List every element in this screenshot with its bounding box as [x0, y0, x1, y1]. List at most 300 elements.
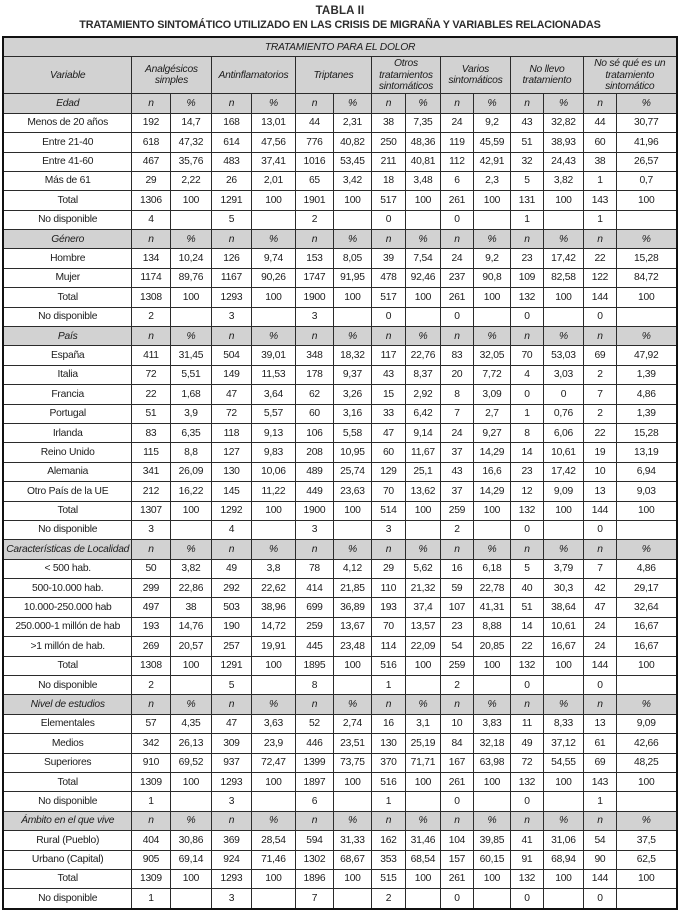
col-subheader-n: n [510, 327, 543, 346]
cell-n: 145 [211, 482, 251, 501]
col-subheader-pct: % [405, 230, 440, 249]
cell-pct [333, 520, 371, 539]
cell-n: 167 [440, 753, 473, 772]
cell-pct [543, 307, 583, 326]
cell-n: 237 [440, 268, 473, 287]
col-subheader-n: n [131, 230, 170, 249]
cell-pct [405, 676, 440, 695]
cell-pct: 13,67 [333, 617, 371, 636]
cell-pct: 47,56 [251, 133, 295, 152]
cell-pct: 29,17 [616, 579, 676, 598]
cell-pct: 5,57 [251, 404, 295, 423]
cell-pct: 3,79 [543, 559, 583, 578]
table-row [3, 365, 676, 384]
section-header-row [3, 327, 676, 346]
cell-pct: 2,22 [170, 171, 211, 190]
cell-pct: 9,09 [543, 482, 583, 501]
col-subheader-pct: % [333, 327, 371, 346]
row-label: No disponible [3, 792, 131, 811]
cell-n: 0 [510, 307, 543, 326]
cell-pct: 11,53 [251, 365, 295, 384]
col-subheader-pct: % [333, 94, 371, 113]
cell-n: 49 [211, 559, 251, 578]
cell-n: 369 [211, 831, 251, 850]
cell-pct [170, 210, 211, 229]
cell-n: 3 [295, 307, 333, 326]
cell-pct [473, 889, 510, 909]
table-row [3, 792, 676, 811]
col-subheader-pct: % [543, 230, 583, 249]
cell-pct: 10,61 [543, 617, 583, 636]
cell-pct: 48,25 [616, 753, 676, 772]
cell-n: 309 [211, 734, 251, 753]
col-subheader-pct: % [616, 695, 676, 714]
col-subheader-n: n [510, 540, 543, 559]
cell-n: 26 [211, 171, 251, 190]
cell-pct: 41,96 [616, 133, 676, 152]
cell-pct: 100 [616, 288, 676, 307]
cell-pct: 100 [405, 501, 440, 520]
cell-n: 467 [131, 152, 170, 171]
cell-n: 162 [371, 831, 405, 850]
cell-n: 2 [371, 889, 405, 909]
cell-n: 29 [371, 559, 405, 578]
section-label: Nivel de estudios [3, 695, 131, 714]
cell-n: 130 [211, 462, 251, 481]
cell-n: 1308 [131, 656, 170, 675]
cell-n: 83 [440, 346, 473, 365]
cell-pct: 38 [170, 598, 211, 617]
cell-pct: 14,29 [473, 482, 510, 501]
cell-pct: 1,68 [170, 385, 211, 404]
row-label: No disponible [3, 889, 131, 909]
cell-n: 91 [510, 850, 543, 869]
col-subheader-pct: % [543, 94, 583, 113]
cell-n: 193 [131, 617, 170, 636]
cell-pct: 18,32 [333, 346, 371, 365]
cell-pct: 4,35 [170, 714, 211, 733]
row-label: 250.000-1 millón de hab [3, 617, 131, 636]
cell-n: 7 [583, 385, 616, 404]
cell-n: 49 [510, 734, 543, 753]
cell-pct: 100 [251, 501, 295, 520]
cell-pct: 28,54 [251, 831, 295, 850]
cell-n: 15 [371, 385, 405, 404]
cell-pct: 100 [333, 869, 371, 888]
col-subheader-n: n [211, 811, 251, 830]
cell-pct: 25,74 [333, 462, 371, 481]
cell-n: 144 [583, 288, 616, 307]
row-label: Más de 61 [3, 171, 131, 190]
cell-pct: 8,05 [333, 249, 371, 268]
cell-n: 1399 [295, 753, 333, 772]
variable-header: Variable [3, 57, 131, 94]
table-row [3, 559, 676, 578]
cell-n: 212 [131, 482, 170, 501]
cell-pct: 13,62 [405, 482, 440, 501]
cell-n: 8 [295, 676, 333, 695]
cell-n: 1291 [211, 656, 251, 675]
cell-pct: 5,62 [405, 559, 440, 578]
col-subheader-pct: % [405, 695, 440, 714]
cell-n: 261 [440, 191, 473, 210]
cell-pct: 100 [170, 191, 211, 210]
cell-n: 132 [510, 773, 543, 792]
col-subheader-pct: % [473, 230, 510, 249]
cell-pct: 7,72 [473, 365, 510, 384]
table-row [3, 191, 676, 210]
section-label: Género [3, 230, 131, 249]
cell-n: 14 [510, 617, 543, 636]
group-header: Varios sintomáticos [440, 57, 510, 94]
cell-pct: 100 [405, 773, 440, 792]
table-row [3, 889, 676, 909]
cell-pct [170, 676, 211, 695]
cell-pct: 3,26 [333, 385, 371, 404]
col-subheader-pct: % [473, 540, 510, 559]
table-row [3, 152, 676, 171]
cell-pct: 22,62 [251, 579, 295, 598]
cell-n: 4 [510, 365, 543, 384]
cell-pct [473, 792, 510, 811]
cell-n: 0 [440, 889, 473, 909]
cell-n: 5 [211, 210, 251, 229]
row-label: Total [3, 288, 131, 307]
col-subheader-pct: % [473, 695, 510, 714]
cell-pct: 14,76 [170, 617, 211, 636]
table-row [3, 617, 676, 636]
cell-n: 24 [583, 637, 616, 656]
cell-n: 69 [583, 753, 616, 772]
cell-n: 149 [211, 365, 251, 384]
cell-pct: 14,29 [473, 443, 510, 462]
cell-n: 516 [371, 656, 405, 675]
cell-n: 250 [371, 133, 405, 152]
cell-n: 54 [440, 637, 473, 656]
cell-n: 104 [440, 831, 473, 850]
cell-pct: 100 [473, 288, 510, 307]
cell-pct: 3,42 [333, 171, 371, 190]
cell-n: 1292 [211, 501, 251, 520]
cell-pct: 100 [616, 656, 676, 675]
cell-pct: 16,67 [616, 617, 676, 636]
cell-n: 1293 [211, 773, 251, 792]
cell-pct: 2,74 [333, 714, 371, 733]
cell-n: 23 [440, 617, 473, 636]
table-row [3, 850, 676, 869]
cell-n: 178 [295, 365, 333, 384]
cell-pct: 39,85 [473, 831, 510, 850]
cell-pct [170, 307, 211, 326]
cell-n: 84 [440, 734, 473, 753]
cell-n: 132 [510, 288, 543, 307]
col-subheader-n: n [440, 540, 473, 559]
cell-pct: 0 [543, 385, 583, 404]
cell-n: 70 [371, 482, 405, 501]
cell-pct [333, 792, 371, 811]
cell-pct: 16,67 [616, 637, 676, 656]
col-subheader-n: n [371, 695, 405, 714]
section-label: Ámbito en el que vive [3, 811, 131, 830]
cell-pct: 21,32 [405, 579, 440, 598]
table-row [3, 171, 676, 190]
row-label: Entre 41-60 [3, 152, 131, 171]
cell-n: 353 [371, 850, 405, 869]
cell-pct: 22,76 [405, 346, 440, 365]
cell-pct [543, 210, 583, 229]
cell-pct: 73,75 [333, 753, 371, 772]
cell-pct: 100 [543, 501, 583, 520]
cell-n: 5 [510, 171, 543, 190]
cell-n: 40 [510, 579, 543, 598]
cell-n: 8 [440, 385, 473, 404]
cell-pct: 31,06 [543, 831, 583, 850]
col-subheader-n: n [371, 327, 405, 346]
cell-n: 1 [583, 171, 616, 190]
cell-n: 3 [295, 520, 333, 539]
cell-pct: 38,64 [543, 598, 583, 617]
cell-n: 24 [440, 249, 473, 268]
cell-pct: 100 [543, 191, 583, 210]
cell-pct: 6,42 [405, 404, 440, 423]
group-header-row [3, 57, 676, 94]
cell-n: 59 [440, 579, 473, 598]
col-subheader-pct: % [473, 327, 510, 346]
cell-n: 57 [131, 714, 170, 733]
cell-pct: 53,45 [333, 152, 371, 171]
col-subheader-pct: % [333, 230, 371, 249]
cell-n: 269 [131, 637, 170, 656]
cell-pct: 5,51 [170, 365, 211, 384]
cell-n: 107 [440, 598, 473, 617]
cell-n: 18 [371, 171, 405, 190]
cell-pct: 69,52 [170, 753, 211, 772]
cell-n: 131 [510, 191, 543, 210]
col-subheader-n: n [440, 327, 473, 346]
cell-pct: 6,94 [616, 462, 676, 481]
cell-n: 24 [440, 423, 473, 442]
cell-pct: 9,14 [405, 423, 440, 442]
cell-n: 78 [295, 559, 333, 578]
col-subheader-n: n [583, 230, 616, 249]
cell-n: 2 [295, 210, 333, 229]
group-header: Triptanes [295, 57, 371, 94]
cell-pct: 3,9 [170, 404, 211, 423]
cell-n: 0 [583, 889, 616, 909]
data-table [2, 36, 677, 910]
cell-n: 5 [510, 559, 543, 578]
cell-n: 5 [211, 676, 251, 695]
cell-pct: 35,76 [170, 152, 211, 171]
cell-pct: 3,09 [473, 385, 510, 404]
row-label: España [3, 346, 131, 365]
cell-n: 54 [583, 831, 616, 850]
cell-n: 0 [583, 520, 616, 539]
cell-n: 1309 [131, 773, 170, 792]
cell-n: 60 [295, 404, 333, 423]
cell-n: 259 [440, 656, 473, 675]
cell-pct [616, 676, 676, 695]
cell-n: 106 [295, 423, 333, 442]
cell-pct [333, 210, 371, 229]
cell-n: 22 [583, 423, 616, 442]
cell-n: 1293 [211, 288, 251, 307]
cell-pct: 100 [170, 501, 211, 520]
cell-pct: 31,46 [405, 831, 440, 850]
col-subheader-pct: % [405, 94, 440, 113]
row-label: Otro País de la UE [3, 482, 131, 501]
row-label: No disponible [3, 520, 131, 539]
cell-pct: 100 [170, 773, 211, 792]
cell-pct: 3,48 [405, 171, 440, 190]
cell-pct: 100 [616, 869, 676, 888]
cell-n: 4 [211, 520, 251, 539]
cell-pct: 8,8 [170, 443, 211, 462]
cell-pct: 30,77 [616, 113, 676, 132]
cell-n: 7 [295, 889, 333, 909]
row-label: Irlanda [3, 423, 131, 442]
table-row [3, 288, 676, 307]
cell-n: 2 [131, 676, 170, 695]
cell-pct: 100 [543, 288, 583, 307]
row-label: Elementales [3, 714, 131, 733]
row-label: No disponible [3, 210, 131, 229]
cell-pct: 53,03 [543, 346, 583, 365]
cell-pct: 20,85 [473, 637, 510, 656]
cell-pct [405, 792, 440, 811]
col-subheader-pct: % [170, 811, 211, 830]
col-subheader-n: n [510, 811, 543, 830]
cell-n: 119 [440, 133, 473, 152]
cell-n: 0 [440, 792, 473, 811]
cell-n: 12 [510, 482, 543, 501]
cell-n: 42 [583, 579, 616, 598]
col-subheader-n: n [211, 695, 251, 714]
cell-pct [473, 520, 510, 539]
cell-pct: 62,5 [616, 850, 676, 869]
table-row [3, 831, 676, 850]
cell-pct: 23,51 [333, 734, 371, 753]
cell-n: 2 [583, 404, 616, 423]
cell-n: 1309 [131, 869, 170, 888]
cell-n: 50 [131, 559, 170, 578]
cell-pct: 13,19 [616, 443, 676, 462]
cell-pct: 0,76 [543, 404, 583, 423]
cell-pct: 37,12 [543, 734, 583, 753]
cell-n: 0 [440, 210, 473, 229]
cell-pct: 26,57 [616, 152, 676, 171]
cell-pct: 23,9 [251, 734, 295, 753]
cell-n: 41 [510, 831, 543, 850]
row-label: Total [3, 869, 131, 888]
cell-n: 23 [510, 249, 543, 268]
cell-pct: 32,64 [616, 598, 676, 617]
cell-n: 16 [440, 559, 473, 578]
cell-n: 514 [371, 501, 405, 520]
table-body [3, 94, 676, 909]
cell-n: 33 [371, 404, 405, 423]
row-label: >1 millón de hab. [3, 637, 131, 656]
cell-pct: 2,3 [473, 171, 510, 190]
cell-n: 8 [510, 423, 543, 442]
cell-pct [616, 792, 676, 811]
cell-pct: 68,54 [405, 850, 440, 869]
cell-pct: 26,09 [170, 462, 211, 481]
cell-n: 259 [295, 617, 333, 636]
section-header-row [3, 230, 676, 249]
cell-n: 110 [371, 579, 405, 598]
row-label: 500-10.000 hab. [3, 579, 131, 598]
row-label: Alemania [3, 462, 131, 481]
cell-pct [333, 307, 371, 326]
col-subheader-n: n [131, 327, 170, 346]
table-row [3, 501, 676, 520]
col-subheader-n: n [440, 695, 473, 714]
cell-pct: 41,31 [473, 598, 510, 617]
cell-n: 126 [211, 249, 251, 268]
cell-pct: 42,91 [473, 152, 510, 171]
cell-pct: 60,15 [473, 850, 510, 869]
cell-n: 20 [440, 365, 473, 384]
cell-n: 47 [583, 598, 616, 617]
cell-pct: 3,82 [543, 171, 583, 190]
row-label: Entre 21-40 [3, 133, 131, 152]
cell-n: 72 [510, 753, 543, 772]
cell-n: 370 [371, 753, 405, 772]
cell-n: 1 [510, 404, 543, 423]
cell-n: 62 [295, 385, 333, 404]
table-row [3, 385, 676, 404]
cell-pct: 84,72 [616, 268, 676, 287]
cell-pct [251, 307, 295, 326]
cell-pct: 90,26 [251, 268, 295, 287]
cell-pct: 9,83 [251, 443, 295, 462]
cell-pct: 14,7 [170, 113, 211, 132]
table-row [3, 462, 676, 481]
cell-pct: 71,46 [251, 850, 295, 869]
section-label: Edad [3, 94, 131, 113]
col-subheader-n: n [510, 695, 543, 714]
cell-pct [543, 520, 583, 539]
cell-n: 924 [211, 850, 251, 869]
cell-pct: 9,2 [473, 113, 510, 132]
cell-pct: 92,46 [405, 268, 440, 287]
cell-n: 22 [510, 637, 543, 656]
cell-n: 11 [510, 714, 543, 733]
cell-pct: 100 [405, 191, 440, 210]
cell-n: 1897 [295, 773, 333, 792]
cell-n: 3 [211, 792, 251, 811]
cell-pct: 13,57 [405, 617, 440, 636]
cell-pct: 2,92 [405, 385, 440, 404]
cell-n: 0 [371, 210, 405, 229]
col-subheader-n: n [371, 94, 405, 113]
cell-pct: 16,67 [543, 637, 583, 656]
group-header: No sé qué es un tratamiento sintomático [583, 57, 676, 94]
cell-n: 114 [371, 637, 405, 656]
cell-n: 0 [583, 307, 616, 326]
cell-n: 483 [211, 152, 251, 171]
cell-pct: 9,2 [473, 249, 510, 268]
row-label: < 500 hab. [3, 559, 131, 578]
cell-pct: 3,03 [543, 365, 583, 384]
col-subheader-pct: % [170, 230, 211, 249]
cell-pct: 100 [543, 656, 583, 675]
cell-n: 0 [440, 307, 473, 326]
row-label: Rural (Pueblo) [3, 831, 131, 850]
cell-n: 143 [583, 191, 616, 210]
cell-pct: 100 [251, 288, 295, 307]
